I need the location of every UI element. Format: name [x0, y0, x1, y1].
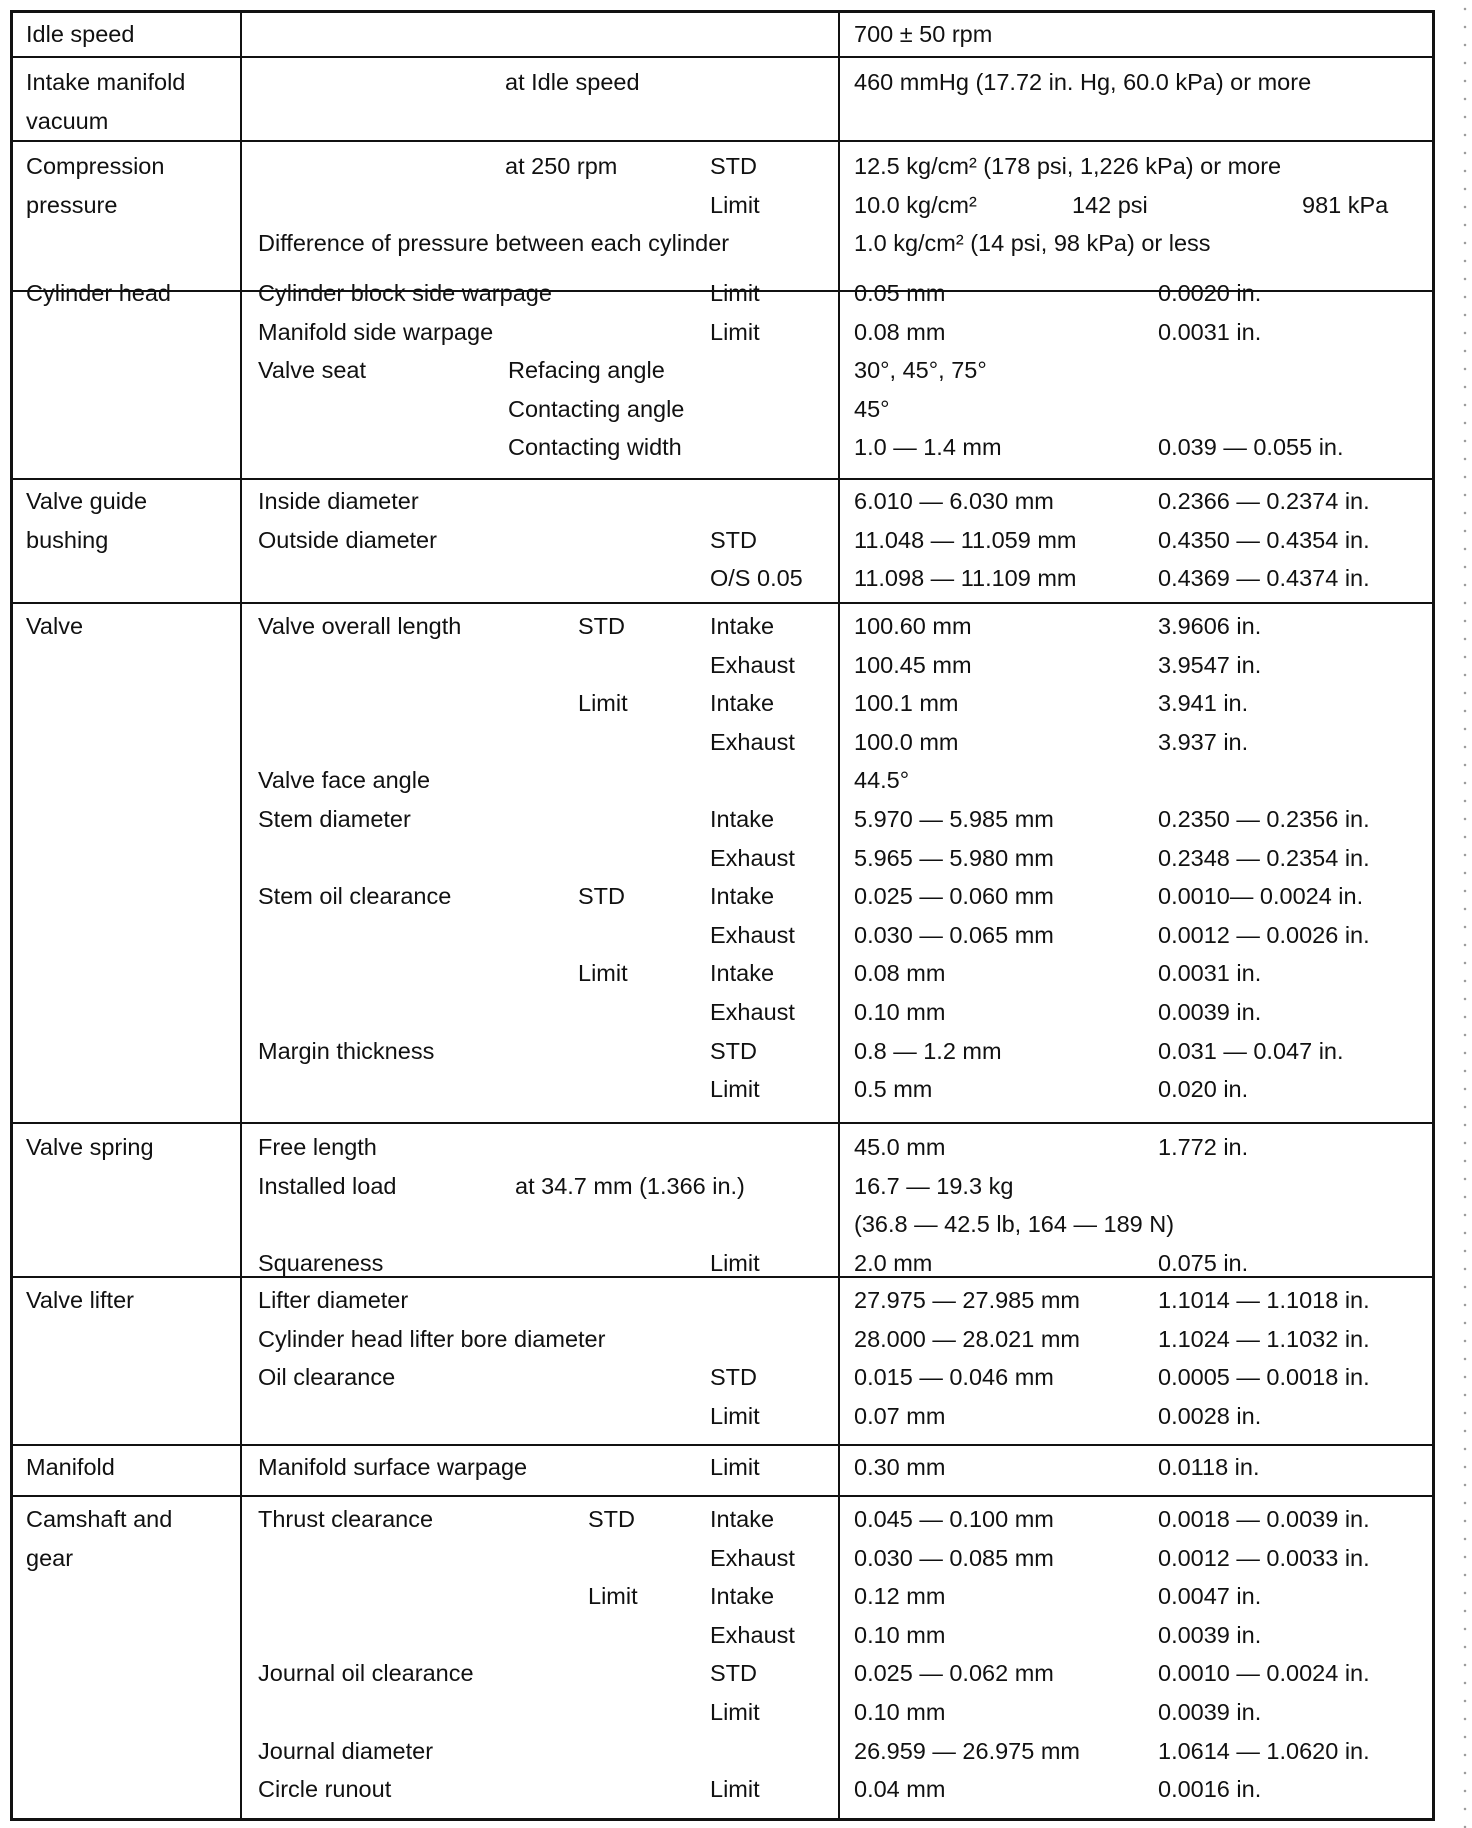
metric-value: 26.959 — 26.975 mm [854, 1737, 1080, 1764]
sub-item-label: at 34.7 mm (1.366 in.) [515, 1172, 745, 1199]
imperial-value: 0.0010— 0.0024 in. [1158, 883, 1364, 910]
imperial-value: 0.4350 — 0.4354 in. [1158, 526, 1370, 553]
condition-label: STD [710, 1037, 757, 1064]
table-vertical-rule [240, 10, 242, 1818]
item-label: Lifter diameter [258, 1287, 409, 1313]
imperial-value: 0.0039 in. [1158, 999, 1262, 1025]
metric-value: 0.10 mm [854, 1699, 946, 1725]
imperial-value: 0.0018 — 0.0039 in. [1158, 1506, 1370, 1532]
sub-item-label: STD [578, 613, 625, 639]
metric-value: 27.975 — 27.985 mm [854, 1287, 1080, 1313]
metric-value: 10.0 kg/cm² [854, 191, 977, 218]
metric-value: 700 ± 50 rpm [854, 21, 993, 47]
sub-item-label: Limit [578, 960, 628, 987]
imperial-value: 0.4369 — 0.4374 in. [1158, 565, 1370, 592]
sub-item-label: STD [588, 1506, 635, 1532]
sub-item-label: Refacing angle [508, 357, 665, 384]
item-label: Valve seat [258, 357, 366, 384]
imperial-value: 3.9547 in. [1158, 651, 1262, 678]
imperial-value: 0.2350 — 0.2356 in. [1158, 806, 1370, 832]
sub-item-label: Contacting width [508, 434, 682, 461]
condition-label: STD [710, 1364, 757, 1391]
metric-value: 45° [854, 395, 890, 422]
table-horizontal-rule [10, 140, 1435, 142]
condition-label: Exhaust [710, 728, 795, 755]
metric-value: 100.45 mm [854, 651, 972, 678]
item-label: Stem diameter [258, 806, 411, 832]
imperial-value: 0.0012 — 0.0026 in. [1158, 921, 1370, 948]
item-label: Manifold side warpage [258, 318, 494, 345]
psi-value: 142 psi [1072, 191, 1148, 218]
imperial-value: 1.772 in. [1158, 1134, 1249, 1160]
metric-value: 100.1 mm [854, 690, 959, 717]
condition-label: Limit [710, 318, 760, 345]
imperial-value: 0.2348 — 0.2354 in. [1158, 844, 1370, 871]
metric-value: 12.5 kg/cm² (178 psi, 1,226 kPa) or more [854, 153, 1282, 179]
imperial-value: 3.941 in. [1158, 690, 1249, 717]
table-horizontal-rule [10, 1122, 1435, 1124]
component-label: Manifold [26, 1454, 115, 1480]
item-label: at Idle speed [505, 69, 640, 95]
table-horizontal-rule [10, 1444, 1435, 1446]
component-label: vacuum [26, 107, 109, 134]
metric-value: 0.045 — 0.100 mm [854, 1506, 1054, 1532]
metric-value: 2.0 mm [854, 1249, 933, 1276]
imperial-value: 0.039 — 0.055 in. [1158, 434, 1344, 461]
condition-label: Exhaust [710, 844, 795, 871]
imperial-value: 0.0031 in. [1158, 318, 1262, 345]
condition-label: O/S 0.05 [710, 565, 803, 592]
metric-value: 0.025 — 0.062 mm [854, 1660, 1054, 1687]
metric-value: 11.098 — 11.109 mm [854, 565, 1077, 592]
metric-value: 100.0 mm [854, 728, 959, 755]
metric-value: 0.015 — 0.046 mm [854, 1364, 1054, 1391]
component-label: Idle speed [26, 21, 135, 47]
imperial-value: 0.0039 in. [1158, 1699, 1262, 1725]
sub-item-label: Limit [578, 690, 628, 717]
component-label: bushing [26, 526, 109, 553]
metric-value: 0.5 mm [854, 1076, 933, 1103]
metric-value: 0.04 mm [854, 1776, 946, 1803]
metric-value: 5.970 — 5.985 mm [854, 806, 1054, 832]
item-label: Cylinder block side warpage [258, 280, 552, 306]
component-label: gear [26, 1544, 74, 1571]
item-label: Manifold surface warpage [258, 1454, 528, 1480]
imperial-value: 0.031 — 0.047 in. [1158, 1037, 1344, 1064]
table-vertical-rule [1432, 10, 1435, 1818]
item-label: Free length [258, 1134, 377, 1160]
metric-value: 0.30 mm [854, 1454, 946, 1480]
imperial-value: 0.0031 in. [1158, 960, 1262, 987]
imperial-value: 0.0118 in. [1158, 1454, 1260, 1480]
imperial-value: 3.937 in. [1158, 728, 1249, 755]
condition-label: Exhaust [710, 999, 795, 1025]
item-label: Valve overall length [258, 613, 462, 639]
condition-label: Intake [710, 1583, 775, 1610]
table-horizontal-rule [10, 602, 1435, 604]
item-label: Squareness [258, 1249, 384, 1276]
kpa-value: 981 kPa [1302, 191, 1389, 218]
component-label: Valve spring [26, 1134, 154, 1160]
condition-label: STD [710, 1660, 757, 1687]
imperial-value: 0.0020 in. [1158, 280, 1262, 306]
condition-label: STD [710, 526, 757, 553]
sub-item-label: Limit [588, 1583, 638, 1610]
imperial-value: 1.0614 — 1.0620 in. [1158, 1737, 1370, 1764]
metric-value: 0.10 mm [854, 999, 946, 1025]
scan-edge-marks [1462, 0, 1468, 1828]
condition-label: Intake [710, 883, 775, 910]
condition-label: Intake [710, 613, 775, 639]
metric-value: 100.60 mm [854, 613, 972, 639]
condition-label: Intake [710, 1506, 775, 1532]
imperial-value: 0.0010 — 0.0024 in. [1158, 1660, 1370, 1687]
component-label: Camshaft and [26, 1506, 173, 1532]
metric-value: 0.12 mm [854, 1583, 946, 1610]
component-label: Valve guide [26, 488, 148, 514]
item-label: Oil clearance [258, 1364, 396, 1391]
item-label: Stem oil clearance [258, 883, 452, 910]
component-label: pressure [26, 191, 118, 218]
condition-label: Limit [710, 1454, 760, 1480]
metric-value: 0.030 — 0.085 mm [854, 1544, 1054, 1571]
condition-label: Limit [710, 1249, 760, 1276]
metric-value: 28.000 — 28.021 mm [854, 1325, 1080, 1352]
imperial-value: 0.0028 in. [1158, 1402, 1262, 1429]
metric-value: 0.08 mm [854, 960, 946, 987]
component-label: Intake manifold [26, 69, 186, 95]
metric-value: 0.8 — 1.2 mm [854, 1037, 1002, 1064]
condition-label: Limit [710, 1776, 760, 1803]
condition-label: Exhaust [710, 1544, 795, 1571]
metric-value: 30°, 45°, 75° [854, 357, 987, 384]
imperial-value: 1.1014 — 1.1018 in. [1158, 1287, 1370, 1313]
component-label: Valve [26, 613, 84, 639]
table-horizontal-rule [10, 1495, 1435, 1497]
metric-value: 1.0 kg/cm² (14 psi, 98 kPa) or less [854, 230, 1211, 257]
item-label: Difference of pressure between each cylinder [258, 230, 730, 257]
condition-label: Intake [710, 690, 775, 717]
sub-item-label: Contacting angle [508, 395, 685, 422]
condition-label: STD [710, 153, 757, 179]
metric-value: 1.0 — 1.4 mm [854, 434, 1002, 461]
item-label: Inside diameter [258, 488, 419, 514]
metric-value: 44.5° [854, 767, 910, 794]
condition-label: Intake [710, 960, 775, 987]
imperial-value: 0.2366 — 0.2374 in. [1158, 488, 1370, 514]
item-label: Thrust clearance [258, 1506, 434, 1532]
table-horizontal-rule [10, 1818, 1435, 1821]
item-label: Installed load [258, 1172, 397, 1199]
table-horizontal-rule [10, 56, 1435, 58]
metric-value: 16.7 — 19.3 kg [854, 1172, 1014, 1199]
metric-value: 0.05 mm [854, 280, 946, 306]
metric-value: 5.965 — 5.980 mm [854, 844, 1054, 871]
item-label: Circle runout [258, 1776, 392, 1803]
metric-value: 0.08 mm [854, 318, 946, 345]
item-label: Margin thickness [258, 1037, 435, 1064]
metric-value: 0.030 — 0.065 mm [854, 921, 1054, 948]
imperial-value: 0.0016 in. [1158, 1776, 1262, 1803]
condition-label: Exhaust [710, 1621, 795, 1648]
table-horizontal-rule [10, 478, 1435, 480]
imperial-value: 1.1024 — 1.1032 in. [1158, 1325, 1370, 1352]
metric-value: 0.025 — 0.060 mm [854, 883, 1054, 910]
imperial-value: 0.020 in. [1158, 1076, 1249, 1103]
metric-value: 45.0 mm [854, 1134, 946, 1160]
metric-value: (36.8 — 42.5 lb, 164 — 189 N) [854, 1211, 1175, 1238]
item-label: Journal oil clearance [258, 1660, 474, 1687]
item-label: at 250 rpm [505, 153, 618, 179]
condition-label: Exhaust [710, 921, 795, 948]
metric-value: 0.07 mm [854, 1402, 946, 1429]
condition-label: Limit [710, 191, 760, 218]
condition-label: Exhaust [710, 651, 795, 678]
imperial-value: 0.075 in. [1158, 1249, 1249, 1276]
imperial-value: 0.0039 in. [1158, 1621, 1262, 1648]
condition-label: Limit [710, 280, 760, 306]
table-vertical-rule [10, 10, 13, 1818]
metric-value: 0.10 mm [854, 1621, 946, 1648]
table-vertical-rule [838, 10, 840, 1818]
condition-label: Limit [710, 1402, 760, 1429]
condition-label: Limit [710, 1076, 760, 1103]
sub-item-label: STD [578, 883, 625, 910]
component-label: Valve lifter [26, 1287, 134, 1313]
imperial-value: 0.0047 in. [1158, 1583, 1262, 1610]
item-label: Outside diameter [258, 526, 437, 553]
item-label: Journal diameter [258, 1737, 434, 1764]
condition-label: Limit [710, 1699, 760, 1725]
component-label: Cylinder head [26, 280, 172, 306]
metric-value: 460 mmHg (17.72 in. Hg, 60.0 kPa) or more [854, 69, 1312, 95]
metric-value: 6.010 — 6.030 mm [854, 488, 1054, 514]
component-label: Compression [26, 153, 165, 179]
condition-label: Intake [710, 806, 775, 832]
imperial-value: 0.0012 — 0.0033 in. [1158, 1544, 1370, 1571]
item-label: Valve face angle [258, 767, 431, 794]
table-horizontal-rule [10, 10, 1435, 13]
imperial-value: 0.0005 — 0.0018 in. [1158, 1364, 1370, 1391]
imperial-value: 3.9606 in. [1158, 613, 1262, 639]
item-label: Cylinder head lifter bore diameter [258, 1325, 606, 1352]
metric-value: 11.048 — 11.059 mm [854, 526, 1077, 553]
